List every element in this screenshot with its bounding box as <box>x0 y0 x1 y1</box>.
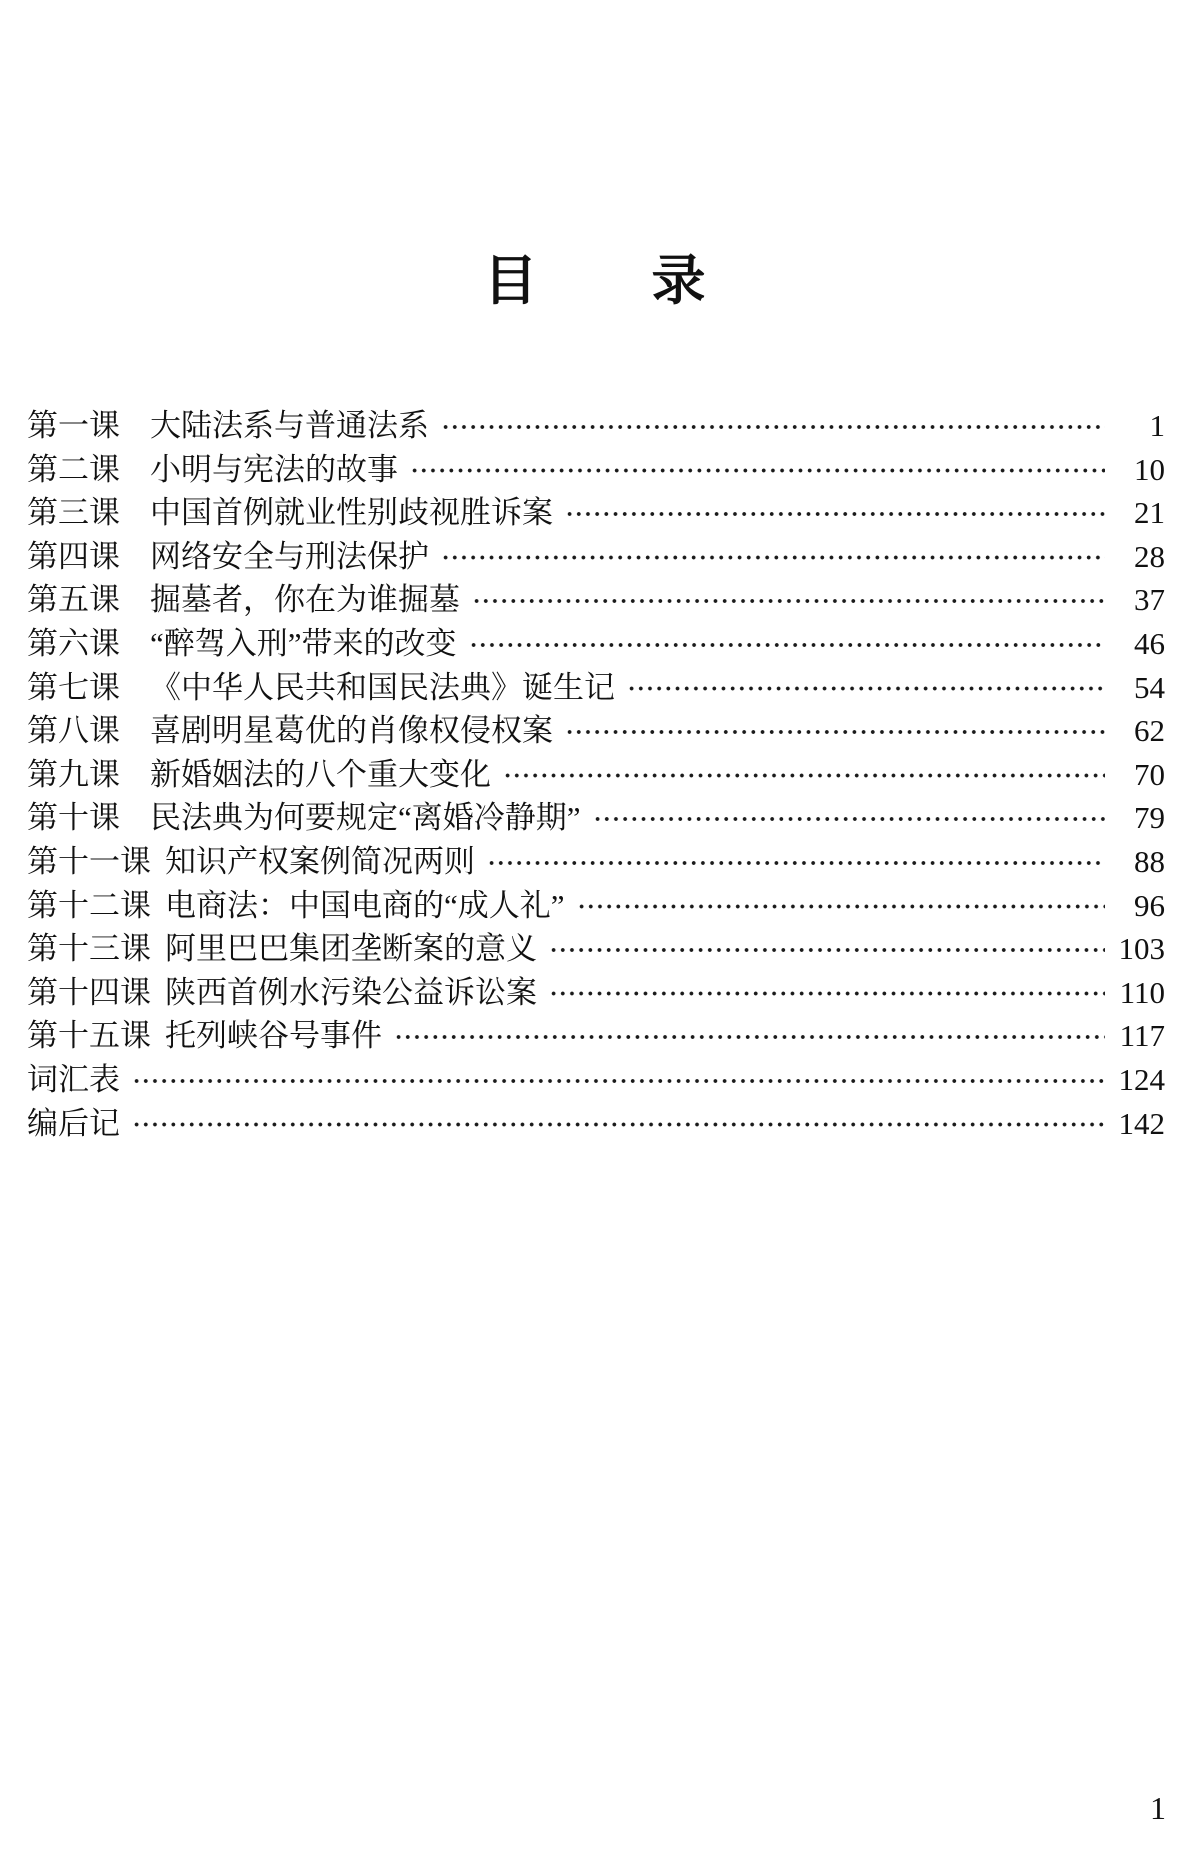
dot-leader <box>392 1014 1105 1058</box>
toc-entry-title: 编后记 <box>27 1105 120 1141</box>
toc-entry-title: 民法典为何要规定“离婚冷静期” <box>150 800 581 836</box>
toc-entry-title: 词汇表 <box>27 1061 120 1097</box>
toc-entry-title: 中国首例就业性别歧视胜诉案 <box>150 495 553 531</box>
toc-entry-page-number: 28 <box>1134 538 1165 574</box>
toc-entry-chapter-label: 第五课 <box>27 582 120 618</box>
toc-entry-chapter-label: 第十二课 <box>27 887 151 923</box>
dot-leader <box>470 578 1105 622</box>
page-title: 目 录 <box>483 251 708 311</box>
toc-entry-title: 大陆法系与普通法系 <box>150 408 429 443</box>
toc-entry-title: 《中华人民共和国民法典》诞生记 <box>150 669 615 705</box>
toc-entry-title: 陕西首例水污染公益诉讼案 <box>165 974 537 1010</box>
toc-entry <box>27 971 1165 1015</box>
dot-leader <box>485 840 1105 884</box>
toc-entry-page-number: 54 <box>1134 669 1165 705</box>
toc-entry <box>27 404 1165 448</box>
toc-entry <box>27 1102 1165 1146</box>
toc-entry-title: 托列峡谷号事件 <box>165 1018 382 1054</box>
toc-entry-page-number: 21 <box>1134 495 1165 531</box>
toc-entry <box>27 622 1165 666</box>
toc-entry-title: 阿里巴巴集团垄断案的意义 <box>165 931 537 967</box>
dot-leader <box>439 404 1105 448</box>
toc-entry-chapter-label: 第十四课 <box>27 974 151 1010</box>
toc-entry <box>27 796 1165 840</box>
toc-entry <box>27 491 1165 535</box>
toc-entry <box>27 1014 1165 1058</box>
toc-entry-chapter-label: 第十课 <box>27 800 120 836</box>
toc-entry <box>27 840 1165 884</box>
toc-entry-title: 电商法：中国电商的“成人礼” <box>165 887 565 923</box>
table-of-contents <box>27 404 1165 1145</box>
toc-entry-title: 新婚姻法的八个重大变化 <box>150 756 491 792</box>
dot-leader <box>408 448 1105 492</box>
dot-leader <box>591 796 1105 840</box>
toc-entry-page-number: 37 <box>1134 582 1165 618</box>
toc-entry-chapter-label: 第七课 <box>27 669 120 705</box>
toc-entry-page-number: 88 <box>1134 843 1165 879</box>
dot-leader <box>547 927 1105 971</box>
toc-entry-page-number: 1 <box>1149 408 1165 443</box>
toc-entry <box>27 927 1165 971</box>
toc-entry <box>27 448 1165 492</box>
dot-leader <box>563 491 1105 535</box>
dot-leader <box>130 1102 1105 1146</box>
toc-entry <box>27 578 1165 622</box>
dot-leader <box>563 709 1105 753</box>
toc-entry-title: 喜剧明星葛优的肖像权侵权案 <box>150 713 553 749</box>
toc-entry-chapter-label: 第六课 <box>27 625 120 661</box>
toc-entry-chapter-label: 第九课 <box>27 756 120 792</box>
toc-entry-chapter-label: 第十三课 <box>27 931 151 967</box>
toc-entry-page-number: 124 <box>1118 1061 1165 1097</box>
toc-entry <box>27 535 1165 579</box>
toc-entry-page-number: 103 <box>1118 931 1165 967</box>
toc-entry-page-number: 62 <box>1134 713 1165 749</box>
toc-entry-chapter-label: 第四课 <box>27 538 120 574</box>
toc-entry-title: 小明与宪法的故事 <box>150 451 398 487</box>
toc-entry-chapter-label: 第八课 <box>27 713 120 749</box>
toc-entry-page-number: 117 <box>1119 1018 1165 1054</box>
toc-entry-page-number: 46 <box>1134 625 1165 661</box>
toc-entry-title: 知识产权案例简况两则 <box>165 843 475 879</box>
toc-entry-page-number: 79 <box>1134 800 1165 836</box>
dot-leader <box>575 884 1105 928</box>
toc-entry-page-number: 10 <box>1134 451 1165 487</box>
dot-leader <box>467 622 1105 666</box>
toc-entry <box>27 884 1165 928</box>
toc-entry <box>27 1058 1165 1102</box>
toc-entry <box>27 666 1165 710</box>
toc-entry-chapter-label: 第一课 <box>27 408 120 443</box>
toc-entry-title: 网络安全与刑法保护 <box>150 538 429 574</box>
toc-entry-page-number: 96 <box>1134 887 1165 923</box>
toc-entry-chapter-label: 第十一课 <box>27 843 151 879</box>
dot-leader <box>501 753 1105 797</box>
toc-entry-title: “醉驾入刑”带来的改变 <box>150 625 457 661</box>
dot-leader <box>625 666 1105 710</box>
toc-entry-chapter-label: 第三课 <box>27 495 120 531</box>
toc-entry-chapter-label: 第二课 <box>27 451 120 487</box>
toc-entry-page-number: 142 <box>1118 1105 1165 1141</box>
toc-entry <box>27 709 1165 753</box>
toc-entry-page-number: 70 <box>1134 756 1165 792</box>
dot-leader <box>547 971 1105 1015</box>
toc-entry-title: 掘墓者，你在为谁掘墓 <box>150 582 460 618</box>
toc-entry <box>27 753 1165 797</box>
toc-entry-chapter-label: 第十五课 <box>27 1018 151 1054</box>
toc-entry-page-number: 110 <box>1119 974 1165 1010</box>
folio-page-number: 1 <box>1150 1790 1166 1826</box>
dot-leader <box>130 1058 1105 1102</box>
dot-leader <box>439 535 1105 579</box>
